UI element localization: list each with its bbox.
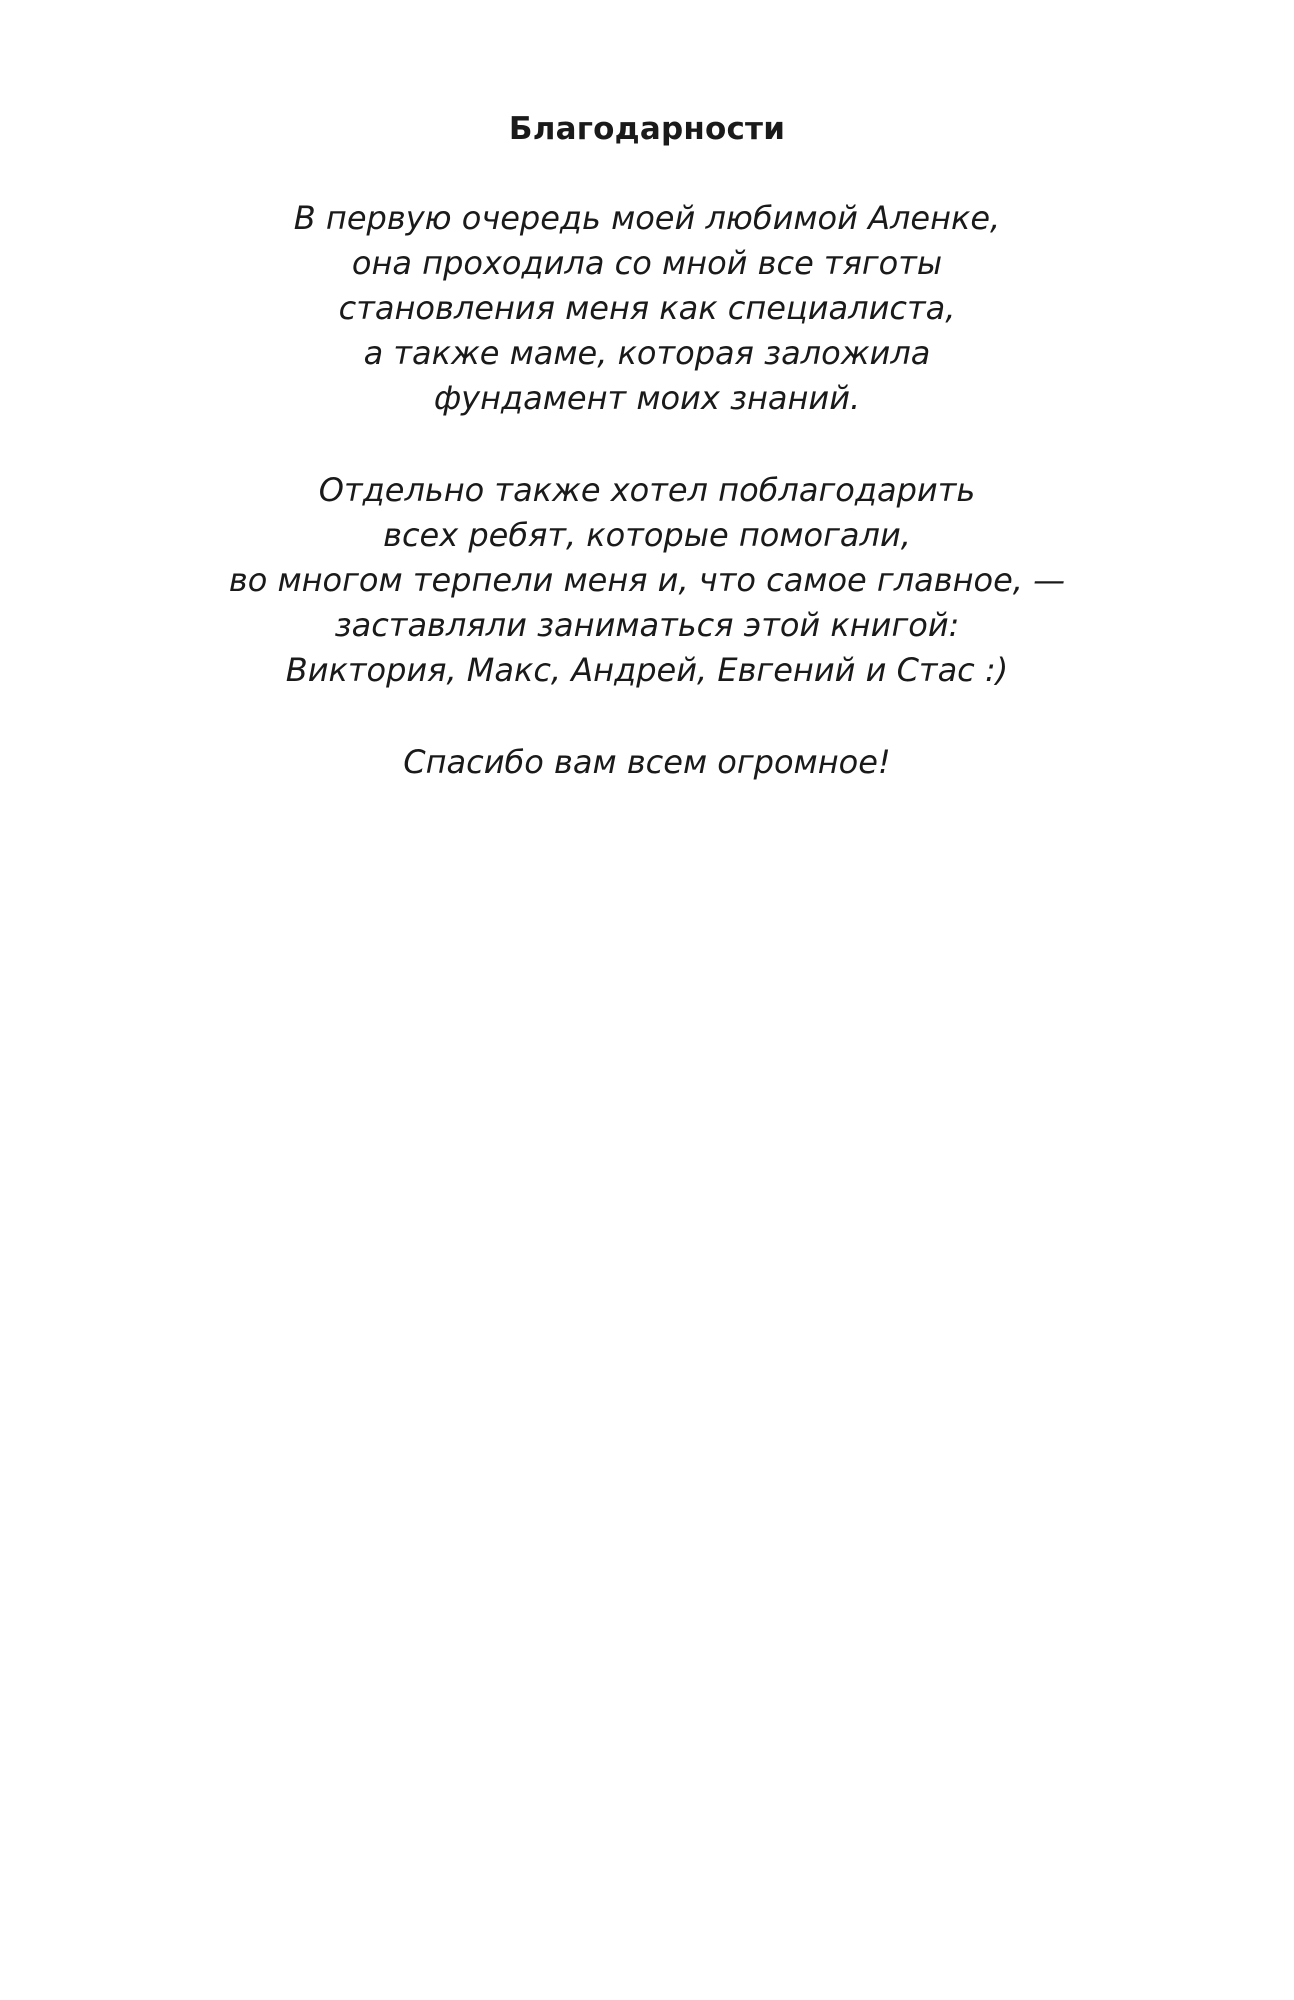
paragraph-line: а также маме, которая заложила — [363, 334, 931, 372]
paragraph-line: она проходила со мной все тяготы — [351, 244, 943, 282]
paragraph-line: Отдельно также хотел поблагодарить — [318, 471, 976, 509]
paragraph-line: становления меня как специалиста, — [338, 289, 956, 327]
paragraph-line: Спасибо вам всем огромное! — [403, 743, 891, 781]
acknowledgement-paragraph-family — [0, 196, 1294, 421]
page-heading: Благодарности — [508, 111, 786, 147]
paragraph-line: заставляли заниматься этой книгой: — [334, 606, 960, 644]
acknowledgement-paragraph-friends — [0, 468, 1294, 693]
paragraph-line: В первую очередь моей любимой Аленке, — [293, 199, 1001, 237]
paragraph-line: фундамент моих знаний. — [433, 379, 861, 417]
paragraph-line: во многом терпели меня и, что самое главное, — — [228, 561, 1066, 599]
paragraph-line: Виктория, Макс, Андрей, Евгений и Стас :) — [285, 651, 1009, 689]
acknowledgement-closing — [0, 740, 1294, 785]
paragraph-line: всех ребят, которые помогали, — [383, 516, 911, 554]
